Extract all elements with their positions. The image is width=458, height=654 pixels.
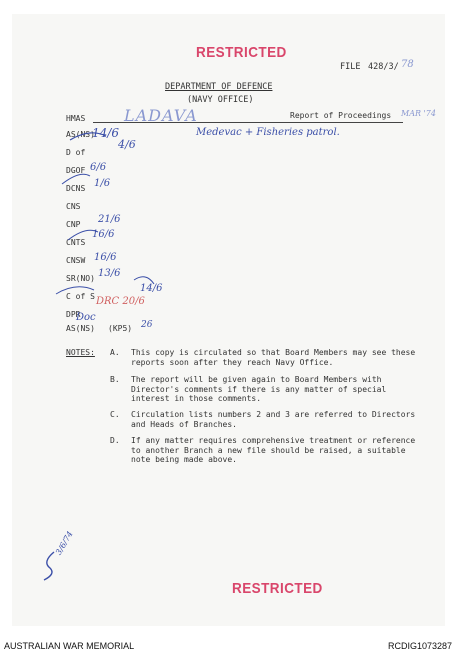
routing-code-7: CNTS <box>66 238 86 247</box>
restricted-stamp-top: RESTRICTED <box>196 44 287 61</box>
note-a-letter: A. <box>110 348 120 357</box>
routing-code-11: DPR <box>66 310 81 319</box>
file-label: FILE <box>340 62 361 72</box>
initials-as-ns-2: 26 <box>141 320 153 330</box>
footer-record-id: RCDIG1073287 <box>387 641 452 651</box>
initials-cnts: 16/6 <box>92 229 115 240</box>
routing-code-4: DCNS <box>66 184 86 193</box>
report-date-handwritten: MAR '74 <box>401 109 436 118</box>
initials-sr-no: 13/6 <box>98 268 121 279</box>
ship-name-handwritten: LADAVA <box>124 106 198 125</box>
restricted-stamp-bottom: RESTRICTED <box>232 580 323 597</box>
archive-footer <box>0 638 458 654</box>
kp5-code: (KP5) <box>108 324 133 333</box>
initials-dpr: DRC 20/6 <box>96 296 145 307</box>
signature-stroke <box>44 552 54 580</box>
note-d-text: If any matter requires comprehensive treatment or reference to another Branch a new file should be raised, a suitable note being made above. <box>131 436 416 464</box>
ship-prefix: HMAS <box>66 114 86 123</box>
office-heading: (NAVY OFFICE) <box>187 95 254 105</box>
footer-institution: AUSTRALIAN WAR MEMORIAL <box>4 641 135 651</box>
note-c-text: Circulation lists numbers 2 and 3 are referred to Directors and Heads of Branches. <box>131 410 416 429</box>
note-b-letter: B. <box>110 375 120 384</box>
routing-code-6: CNP <box>66 220 81 229</box>
pen-stroke-2 <box>62 174 90 184</box>
note-b-text: The report will be given again to Board Members with Director's comments if there is any matter of special interest in those comments. <box>131 375 387 403</box>
initials-as-ns-1: 14/6 <box>92 126 119 140</box>
routing-code-1: AS(NS) <box>66 130 95 139</box>
routing-code-5: CNS <box>66 202 81 211</box>
initials-cnp: 21/6 <box>98 214 121 225</box>
department-heading: DEPARTMENT OF DEFENCE <box>165 82 273 92</box>
routing-code-2: D of <box>66 148 86 157</box>
handwritten-strokes <box>50 122 170 332</box>
note-c-letter: C. <box>110 410 120 419</box>
file-number: 428/3/ <box>368 62 399 72</box>
routing-code-3: DGOF <box>66 166 86 175</box>
pen-stroke-1 <box>70 133 106 140</box>
notes-label: NOTES: <box>66 348 95 357</box>
initials-cnsw: 16/6 <box>94 252 117 263</box>
routing-code-8: CNSW <box>66 256 86 265</box>
pen-stroke-4 <box>56 287 94 294</box>
initials-dgof: 6/6 <box>90 162 107 173</box>
initials-c-of-s: 14/6 <box>140 283 163 294</box>
note-a-text: This copy is circulated so that Board Members may see these reports soon after they reach Navy Office. <box>131 348 416 367</box>
routing-code-9: SR(NO) <box>66 274 95 283</box>
routing-code-10: C of S <box>66 292 95 301</box>
signature-date: 3/6/74 <box>54 529 75 557</box>
initials-d-of: 4/6 <box>118 138 136 151</box>
pen-stroke-3 <box>68 230 98 240</box>
report-subject-handwritten: Medevac + Fisheries patrol. <box>196 127 340 138</box>
note-d-letter: D. <box>110 436 120 445</box>
report-label: Report of Proceedings <box>290 111 392 120</box>
initials-doc: Doc <box>76 312 96 323</box>
routing-code-12: AS(NS) <box>66 324 95 333</box>
pen-stroke-5 <box>134 277 154 284</box>
file-number-handwritten: 78 <box>401 59 414 70</box>
initials-dcns: 1/6 <box>94 178 111 189</box>
